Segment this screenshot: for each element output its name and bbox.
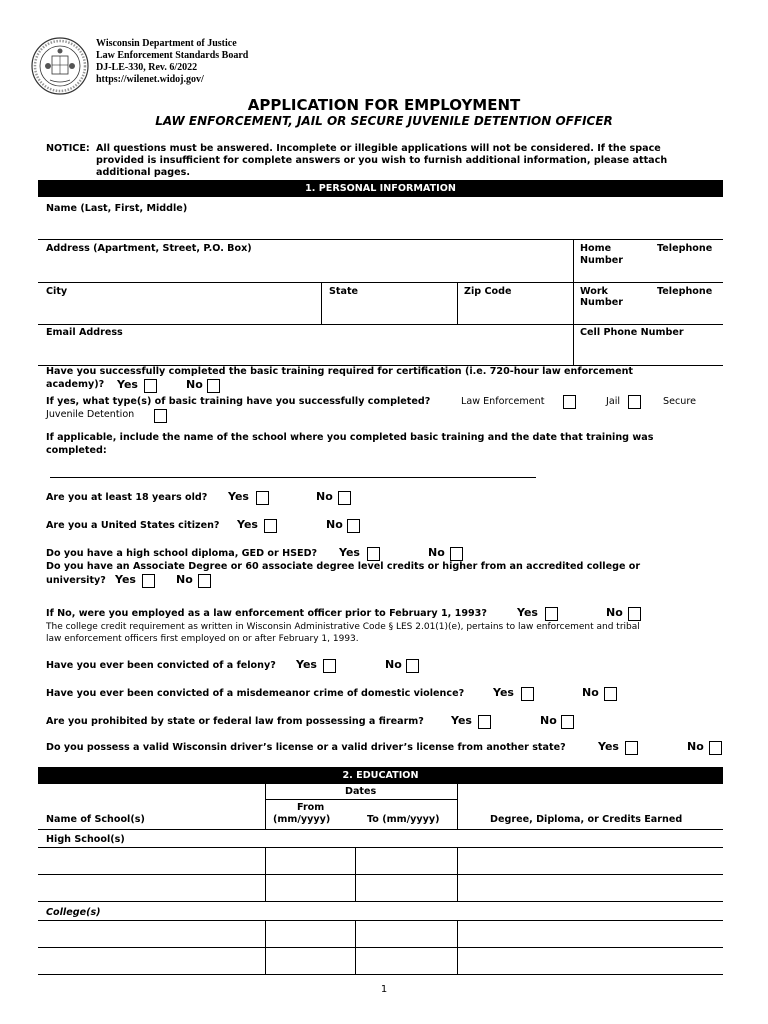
secure-label: Secure (663, 396, 696, 407)
divider (38, 974, 723, 975)
felony-yes-checkbox[interactable] (323, 659, 336, 673)
yes-label: Yes (517, 606, 538, 619)
degree-question-2: university? (46, 575, 106, 586)
address-label: Address (Apartment, Street, P.O. Box) (46, 243, 252, 254)
address-field[interactable] (40, 256, 570, 280)
yes-label: Yes (339, 546, 360, 559)
college-1-from[interactable] (267, 922, 354, 946)
cell-phone-label: Cell Phone Number (580, 327, 684, 338)
no-label: No (176, 573, 193, 586)
age-yes-checkbox[interactable] (256, 491, 269, 505)
board-name: Law Enforcement Standards Board (96, 50, 249, 61)
credit-note-2: law enforcement officers first employed on or after February 1, 1993. (46, 634, 359, 644)
divider (457, 784, 458, 829)
firearm-question: Are you prohibited by state or federal law from possessing a firearm? (46, 716, 424, 727)
citizen-yes-checkbox[interactable] (264, 519, 277, 533)
school-field[interactable] (50, 462, 535, 476)
firearm-yes-checkbox[interactable] (478, 715, 491, 729)
high-school-1-degree[interactable] (459, 849, 721, 873)
divider (38, 847, 723, 848)
felony-question: Have you ever been convicted of a felony? (46, 660, 276, 671)
no-label: No (326, 518, 343, 531)
no-label: No (316, 490, 333, 503)
law-enforcement-checkbox[interactable] (563, 395, 576, 409)
agency-name: Wisconsin Department of Justice (96, 38, 237, 49)
home-phone-field[interactable] (576, 268, 721, 282)
training-type-question: If yes, what type(s) of basic training have you successfully completed? (46, 396, 431, 407)
section-1-header: 1. PERSONAL INFORMATION (38, 180, 723, 197)
state-label: State (329, 286, 359, 297)
no-label: No (582, 686, 599, 699)
basic-training-question-2: academy)? (46, 379, 105, 390)
license-no-checkbox[interactable] (709, 741, 722, 755)
license-question: Do you possess a valid Wisconsin driver’s license or a valid driver’s license from another state? (46, 742, 566, 753)
juvenile-detention-label: Juvenile Detention (46, 409, 135, 420)
jail-checkbox[interactable] (628, 395, 641, 409)
degree-question: Do you have an Associate Degree or 60 associate degree level credits or higher from an accredited college or (46, 561, 641, 572)
divider (457, 282, 458, 324)
license-yes-checkbox[interactable] (625, 741, 638, 755)
page-title: APPLICATION FOR EMPLOYMENT (247, 96, 521, 114)
divider (38, 947, 723, 948)
school-question: If applicable, include the name of the school where you completed basic training and the date that training was (46, 432, 654, 443)
misdemeanor-question: Have you ever been convicted of a misdemeanor crime of domestic violence? (46, 688, 465, 699)
notice-line-1: All questions must be answered. Incomplete or illegible applications will not be considered. If the space (96, 143, 661, 154)
yes-label: Yes (115, 573, 136, 586)
page-subtitle: LAW ENFORCEMENT, JAIL OR SECURE JUVENILE DETENTION OFFICER (155, 114, 613, 128)
credit-note: The college credit requirement as written in Wisconsin Administrative Code § LES 2.01(1)(e), pertains to law enforcement and tribal (46, 622, 640, 632)
school-underline (50, 477, 536, 478)
from-format-heading: (mm/yyyy) (273, 814, 331, 825)
diploma-yes-checkbox[interactable] (367, 547, 380, 561)
basic-training-no-checkbox[interactable] (207, 379, 220, 393)
degree-yes-checkbox[interactable] (142, 574, 155, 588)
state-field[interactable] (324, 299, 454, 323)
zip-label: Zip Code (464, 286, 512, 297)
citizen-no-checkbox[interactable] (347, 519, 360, 533)
form-id: DJ-LE-330, Rev. 6/2022 (96, 62, 198, 73)
college-1-to[interactable] (357, 922, 456, 946)
college-2-name[interactable] (40, 949, 264, 973)
yes-label: Yes (493, 686, 514, 699)
high-school-2-name[interactable] (40, 876, 264, 900)
firearm-no-checkbox[interactable] (561, 715, 574, 729)
notice-line-2: provided is insufficient for complete answers or you wish to furnish additional information, please attach (96, 155, 668, 166)
high-school-1-from[interactable] (267, 849, 354, 873)
divider (38, 829, 723, 830)
misdemeanor-no-checkbox[interactable] (604, 687, 617, 701)
high-school-label: High School(s) (46, 834, 125, 845)
college-label: College(s) (46, 907, 101, 918)
page-number: 1 (380, 984, 388, 995)
divider (355, 847, 356, 901)
basic-training-yes-checkbox[interactable] (144, 379, 157, 393)
divider (573, 239, 574, 365)
jail-label: Jail (606, 396, 621, 407)
divider (321, 282, 322, 324)
cell-phone-field[interactable] (576, 340, 721, 364)
zip-field[interactable] (460, 299, 572, 323)
basic-training-question: Have you successfully completed the basic training required for certification (i.e. 720-hour law enforcement (46, 366, 633, 377)
college-2-from[interactable] (267, 949, 354, 973)
no-label: No (385, 658, 402, 671)
divider (265, 784, 266, 829)
email-field[interactable] (40, 340, 570, 364)
no-label: No (186, 378, 203, 391)
degree-column-heading: Degree, Diploma, or Credits Earned (490, 814, 683, 825)
name-label: Name (Last, First, Middle) (46, 203, 188, 214)
misdemeanor-yes-checkbox[interactable] (521, 687, 534, 701)
work-phone-label-3: Number (580, 297, 623, 308)
divider (38, 282, 723, 283)
yes-label: Yes (598, 740, 619, 753)
yes-label: Yes (117, 378, 138, 391)
diploma-question: Do you have a high school diploma, GED or HSED? (46, 548, 318, 559)
divider (457, 920, 458, 974)
no-label: No (428, 546, 445, 559)
notice-label: NOTICE: (46, 143, 90, 154)
degree-no-checkbox[interactable] (198, 574, 211, 588)
work-phone-label-2: Telephone (657, 286, 713, 297)
divider (38, 901, 723, 902)
no-label: No (606, 606, 623, 619)
age-no-checkbox[interactable] (338, 491, 351, 505)
city-field[interactable] (40, 299, 318, 323)
divider (265, 847, 266, 901)
divider (38, 239, 723, 240)
diploma-no-checkbox[interactable] (450, 547, 463, 561)
divider (38, 324, 723, 325)
law-enforcement-label: Law Enforcement (461, 396, 545, 407)
no-label: No (687, 740, 704, 753)
yes-label: Yes (228, 490, 249, 503)
citizen-question: Are you a United States citizen? (46, 520, 220, 531)
no-label: No (540, 714, 557, 727)
email-label: Email Address (46, 327, 123, 338)
to-heading: To (mm/yyyy) (367, 814, 440, 825)
age-question: Are you at least 18 years old? (46, 492, 208, 503)
dates-heading: Dates (345, 786, 377, 797)
work-phone-field[interactable] (576, 310, 721, 323)
notice-line-3: additional pages. (96, 167, 190, 178)
high-school-2-to[interactable] (357, 876, 456, 900)
prior-officer-no-checkbox[interactable] (628, 607, 641, 621)
college-1-name[interactable] (40, 922, 264, 946)
divider (457, 847, 458, 901)
name-field[interactable] (40, 216, 720, 238)
felony-no-checkbox[interactable] (406, 659, 419, 673)
home-phone-label-2: Telephone (657, 243, 713, 254)
high-school-1-to[interactable] (357, 849, 456, 873)
school-column-heading: Name of School(s) (46, 814, 145, 825)
home-phone-label-3: Number (580, 255, 623, 266)
yes-label: Yes (296, 658, 317, 671)
divider (355, 920, 356, 974)
school-question-2: completed: (46, 445, 107, 456)
college-2-degree[interactable] (459, 949, 721, 973)
juvenile-detention-checkbox[interactable] (154, 409, 167, 423)
work-phone-label: Work (580, 286, 608, 297)
college-1-degree[interactable] (459, 922, 721, 946)
high-school-1-name[interactable] (40, 849, 264, 873)
prior-officer-yes-checkbox[interactable] (545, 607, 558, 621)
divider (38, 920, 723, 921)
divider (265, 920, 266, 974)
high-school-2-from[interactable] (267, 876, 354, 900)
college-2-to[interactable] (357, 949, 456, 973)
divider (265, 799, 458, 800)
prior-officer-question: If No, were you employed as a law enforcement officer prior to February 1, 1993? (46, 608, 487, 619)
yes-label: Yes (237, 518, 258, 531)
city-label: City (46, 286, 68, 297)
wisconsin-seal (30, 36, 90, 96)
yes-label: Yes (451, 714, 472, 727)
high-school-2-degree[interactable] (459, 876, 721, 900)
home-phone-label: Home (580, 243, 612, 254)
section-2-header: 2. EDUCATION (38, 767, 723, 784)
website-link[interactable]: https://wilenet.widoj.gov/ (96, 74, 204, 85)
from-heading: From (297, 802, 325, 813)
divider (38, 874, 723, 875)
